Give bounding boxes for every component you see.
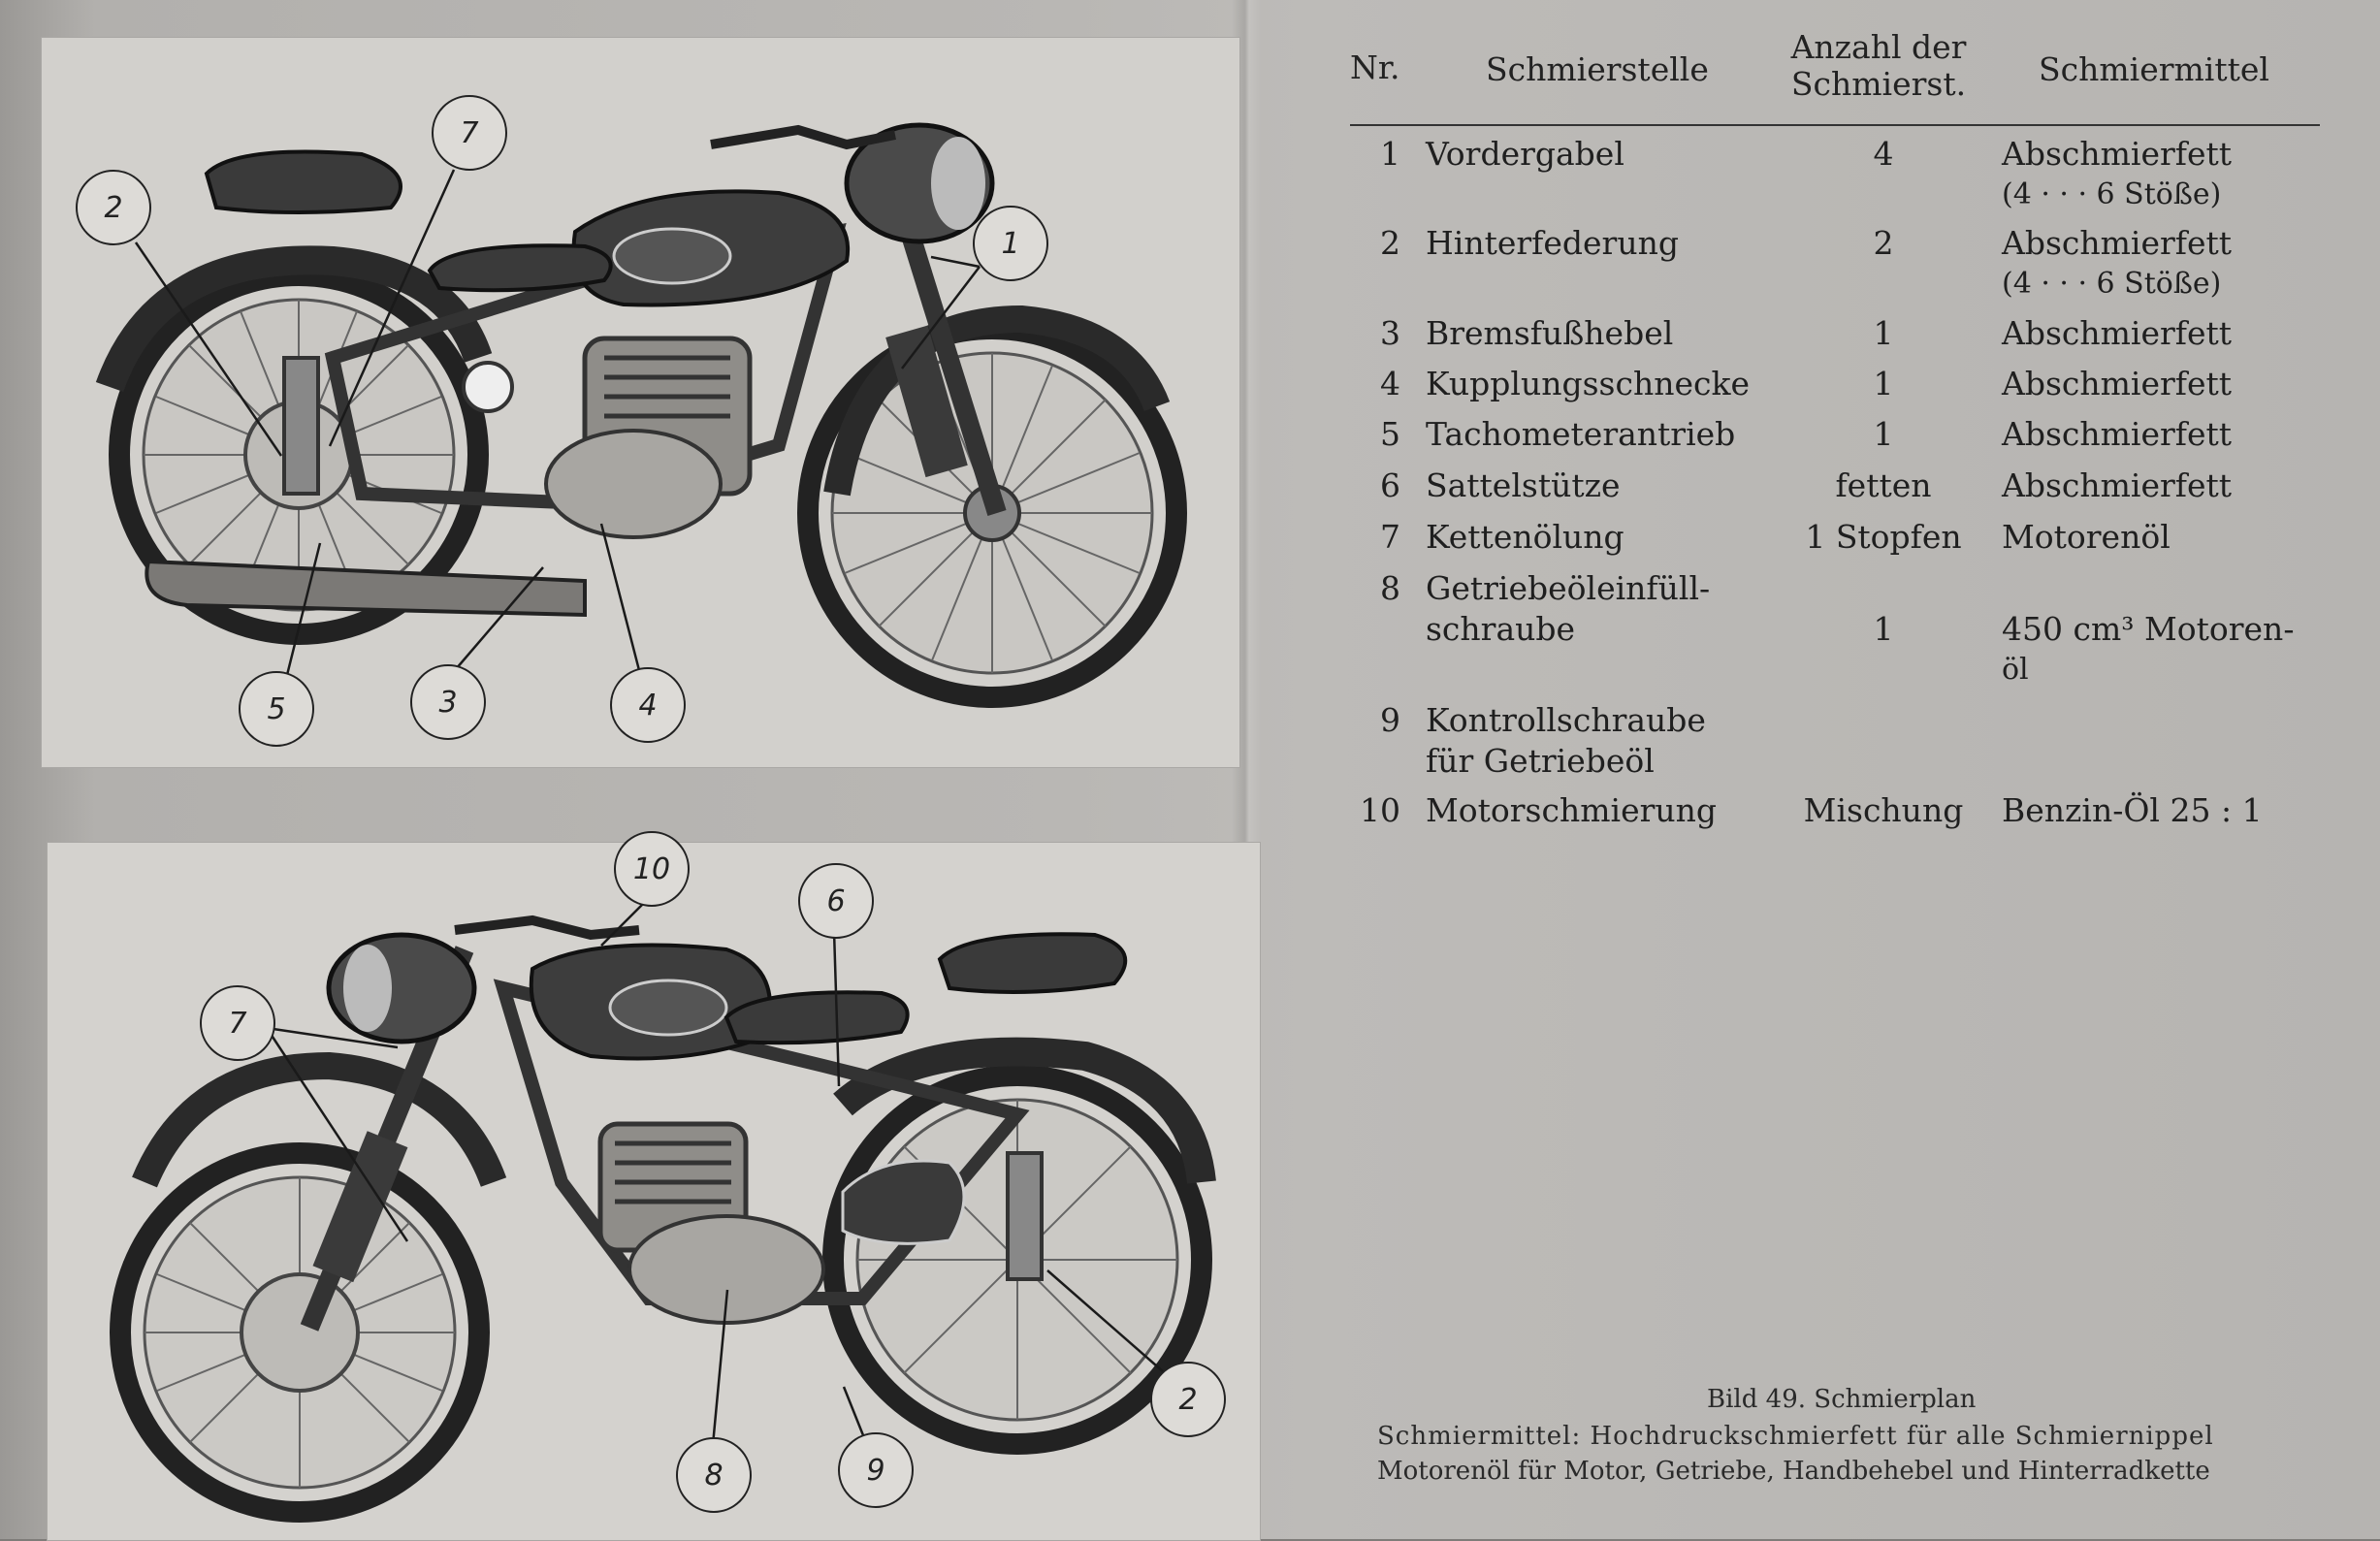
callout-2-top: 2 <box>76 170 151 245</box>
row-anzahl: 1 <box>1873 314 1894 352</box>
callout-3-top: 3 <box>410 664 486 740</box>
callout-7-top: 7 <box>432 95 507 171</box>
header-schmierstelle: Schmierstelle <box>1486 50 1709 88</box>
row-anzahl: 1 <box>1873 610 1894 648</box>
row-nr: 10 <box>1360 791 1400 829</box>
motorcycle-illustration-top <box>42 38 1239 767</box>
row-schmiermittel-line2: (4 · · · 6 Stöße) <box>2002 267 2222 301</box>
row-nr: 1 <box>1380 135 1400 173</box>
header-anzahl <box>1777 29 1980 103</box>
motorcycle-illustration-bottom <box>48 843 1260 1540</box>
row-nr: 6 <box>1380 466 1400 504</box>
callout-5-top: 5 <box>239 671 314 747</box>
row-anzahl: 1 <box>1873 365 1894 402</box>
row-schmiermittel <box>2002 134 2332 215</box>
callout-1-top: 1 <box>973 206 1048 281</box>
row-schmierstelle-line1: Kontrollschraube <box>1426 701 1706 739</box>
row-anzahl: 1 Stopfen <box>1805 518 1962 556</box>
row-schmiermittel <box>2002 609 2332 690</box>
caption-line-1: Schmiermittel: Hochdruckschmierfett für alle Schmiernippel <box>1377 1422 2214 1451</box>
row-schmiermittel-line1: 450 cm³ Motoren- <box>2002 610 2295 648</box>
row-schmiermittel: Abschmierfett <box>2002 415 2233 453</box>
row-nr: 5 <box>1380 415 1400 453</box>
row-schmierstelle: Kupplungsschnecke <box>1426 365 1751 402</box>
row-schmiermittel-line2: öl <box>2002 653 2029 687</box>
row-anzahl: Mischung <box>1803 791 1964 829</box>
row-schmiermittel: Motorenöl <box>2002 518 2171 556</box>
row-nr: 2 <box>1380 224 1400 262</box>
row-nr: 7 <box>1380 518 1400 556</box>
row-nr: 9 <box>1380 701 1400 739</box>
row-schmierstelle-line1: Getriebeöleinfüll- <box>1426 569 1711 607</box>
callout-2-bottom: 2 <box>1150 1362 1226 1437</box>
motorcycle-photo-left-side <box>47 842 1261 1541</box>
motorcycle-photo-right-side <box>41 37 1240 768</box>
lubrication-table <box>1350 28 2320 829</box>
header-anzahl-line2: Schmierst. <box>1790 65 1967 103</box>
row-schmierstelle <box>1426 568 1814 650</box>
row-anzahl: 1 <box>1873 415 1894 453</box>
row-schmiermittel: Abschmierfett <box>2002 314 2233 352</box>
callout-10-bottom: 10 <box>614 831 690 907</box>
row-schmiermittel <box>2002 223 2332 305</box>
row-nr: 3 <box>1380 314 1400 352</box>
row-schmiermittel-line1: Abschmierfett <box>2002 224 2233 262</box>
callout-4-top: 4 <box>610 667 686 743</box>
row-anzahl: fetten <box>1835 466 1932 504</box>
row-nr: 4 <box>1380 365 1400 402</box>
caption-line-2: Motorenöl für Motor, Getriebe, Handbehebel und Hinterradkette <box>1377 1457 2210 1486</box>
row-nr: 8 <box>1380 569 1400 607</box>
row-schmiermittel-line2: (4 · · · 6 Stöße) <box>2002 177 2222 211</box>
row-schmierstelle: Hinterfederung <box>1426 224 1679 262</box>
row-schmiermittel: Abschmierfett <box>2002 365 2233 402</box>
row-schmierstelle-line2: für Getriebeöl <box>1426 742 1655 780</box>
row-schmierstelle: Motorschmierung <box>1426 791 1718 829</box>
row-schmierstelle <box>1426 700 1814 782</box>
header-nr: Nr. <box>1350 48 1400 86</box>
row-schmierstelle-line2: schraube <box>1426 610 1576 648</box>
row-anzahl: 2 <box>1873 224 1894 262</box>
callout-6-bottom: 6 <box>798 863 874 939</box>
callout-8-bottom: 8 <box>676 1437 752 1513</box>
row-anzahl: 4 <box>1873 135 1894 173</box>
caption-title: Bild 49. Schmierplan <box>1707 1385 1977 1414</box>
row-schmierstelle: Vordergabel <box>1426 135 1624 173</box>
table-header <box>1350 29 2320 126</box>
callout-9-bottom: 9 <box>838 1432 914 1508</box>
callout-7-bottom: 7 <box>200 985 275 1061</box>
row-schmierstelle: Kettenölung <box>1426 518 1624 556</box>
header-anzahl-line1: Anzahl der <box>1790 28 1967 66</box>
row-schmiermittel-line1: Abschmierfett <box>2002 135 2233 173</box>
row-schmierstelle: Tachometerantrieb <box>1426 415 1736 453</box>
row-schmierstelle: Bremsfußhebel <box>1426 314 1674 352</box>
header-schmiermittel: Schmiermittel <box>2039 50 2269 88</box>
row-schmiermittel: Benzin-Öl 25 : 1 <box>2002 791 2263 829</box>
row-schmierstelle: Sattelstütze <box>1426 466 1621 504</box>
row-schmiermittel: Abschmierfett <box>2002 466 2233 504</box>
